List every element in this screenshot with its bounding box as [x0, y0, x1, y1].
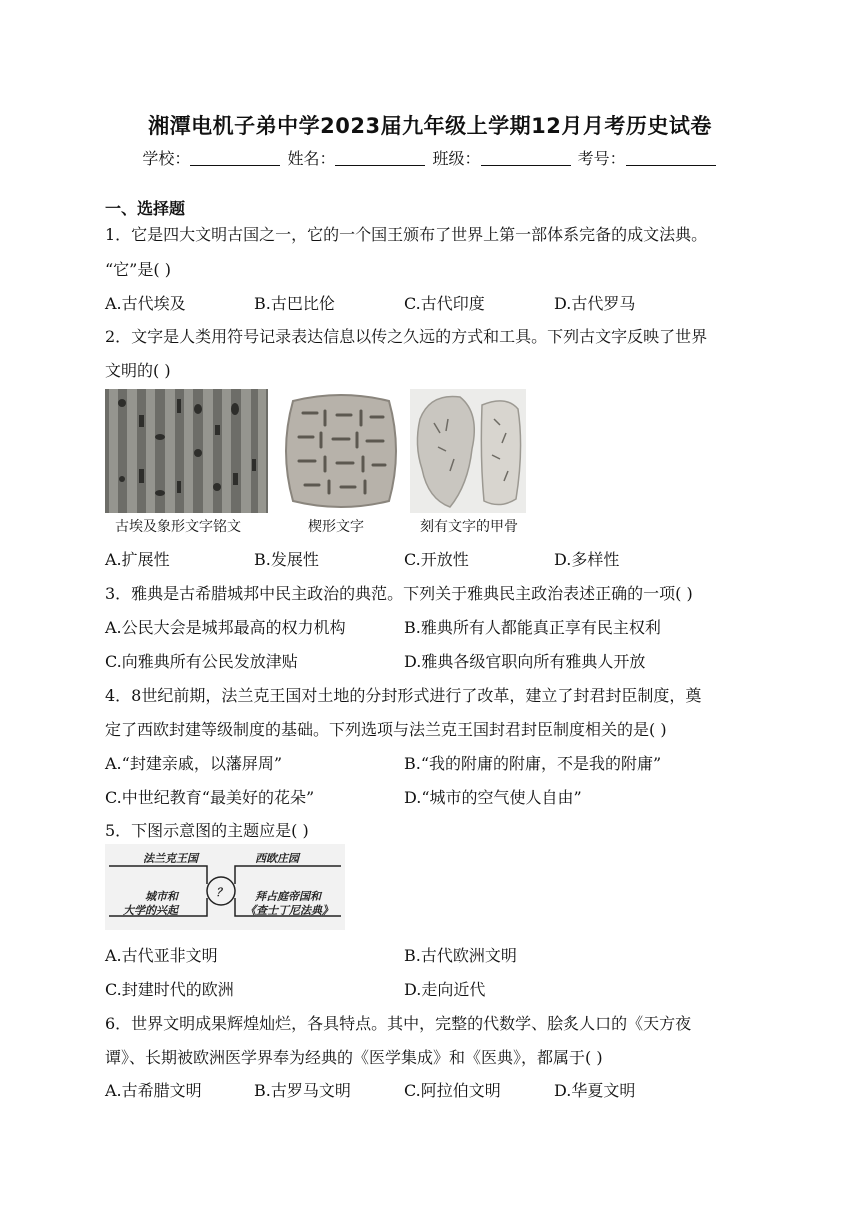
question-1-line-2: “它”是( ) [105, 260, 171, 279]
question-1-option-b: B.古巴比伦 [254, 294, 335, 313]
question-4-option-b: B.“我的附庸的附庸，不是我的附庸” [404, 754, 662, 773]
question-1-option-c: C.古代印度 [404, 294, 485, 313]
question-4-line-1: 4．8世纪前期，法兰克王国对土地的分封形式进行了改革，建立了封君封臣制度，奠 [105, 686, 702, 705]
question-6-line-2: 谭》、长期被欧洲医学界奉为经典的《医学集成》和《医典》，都属于( ) [105, 1048, 603, 1067]
section-title: 一、选择题 [105, 199, 186, 218]
figure-caption-oracle-bone: 刻有文字的甲骨 [420, 519, 518, 535]
question-3-option-b: B.雅典所有人都能真正享有民主权利 [404, 618, 661, 637]
class-blank [481, 151, 571, 166]
name-label: 姓名： [287, 149, 336, 168]
question-3-option-a: A.公民大会是城邦最高的权力机构 [105, 618, 346, 637]
question-4-line-2: 定了西欧封建等级制度的基础。下列选项与法兰克王国封君封臣制度相关的是( ) [105, 720, 667, 739]
hieroglyph-image [105, 389, 268, 513]
diagram-label-bottom-left-2: 大学的兴起 [123, 904, 178, 917]
topic-diagram [105, 844, 345, 930]
figure-caption-cuneiform: 楔形文字 [308, 519, 364, 535]
question-2-option-c: C.开放性 [404, 550, 469, 569]
student-info-row [0, 146, 860, 169]
question-2-option-d: D.多样性 [554, 550, 620, 569]
question-1-option-a: A.古代埃及 [105, 294, 186, 313]
question-6-option-a: A.古希腊文明 [105, 1081, 202, 1100]
diagram-label-top-right: 西欧庄园 [255, 852, 299, 865]
school-label: 学校： [142, 149, 191, 168]
question-2-line-2: 文明的( ) [105, 361, 171, 380]
question-3-option-d: D.雅典各级官职向所有雅典人开放 [404, 652, 646, 671]
school-blank [190, 151, 280, 166]
diagram-label-top-left: 法兰克王国 [143, 852, 198, 865]
exam-no-blank [626, 151, 716, 166]
diagram-center-mark: ？ [216, 886, 227, 899]
question-5-option-b: B.古代欧洲文明 [404, 946, 517, 965]
exam-no-label: 考号： [577, 149, 626, 168]
question-6-option-c: C.阿拉伯文明 [404, 1081, 501, 1100]
question-5-option-a: A.古代亚非文明 [105, 946, 218, 965]
figure-caption-hieroglyph: 古埃及象形文字铭文 [115, 519, 241, 535]
exam-title: 湘潭电机子弟中学2023届九年级上学期12月月考历史试卷 [148, 114, 712, 138]
diagram-label-bottom-left-1: 城市和 [145, 890, 178, 903]
diagram-label-bottom-right-2: 《查士丁尼法典》 [245, 904, 333, 917]
question-1-option-d: D.古代罗马 [554, 294, 636, 313]
question-4-option-d: D.“城市的空气使人自由” [404, 788, 582, 807]
question-3-line-1: 3．雅典是古希腊城邦中民主政治的典范。下列关于雅典民主政治表述正确的一项( ) [105, 584, 693, 603]
cuneiform-tablet-image [279, 389, 403, 513]
question-6-line-1: 6．世界文明成果辉煌灿烂，各具特点。其中，完整的代数学、脍炙人口的《天方夜 [105, 1014, 692, 1033]
question-3-option-c: C.向雅典所有公民发放津贴 [105, 652, 298, 671]
question-6-option-b: B.古罗马文明 [254, 1081, 351, 1100]
question-5-option-d: D.走向近代 [404, 980, 486, 999]
question-2-option-b: B.发展性 [254, 550, 319, 569]
class-label: 班级： [432, 149, 481, 168]
question-1-line-1: 1．它是四大文明古国之一，它的一个国王颁布了世界上第一部体系完备的成文法典。 [105, 225, 708, 244]
oracle-bone-image [410, 389, 526, 513]
question-4-option-c: C.中世纪教育“最美好的花朵” [105, 788, 315, 807]
question-6-option-d: D.华夏文明 [554, 1081, 636, 1100]
question-2-line-1: 2．文字是人类用符号记录表达信息以传之久远的方式和工具。下列古文字反映了世界 [105, 327, 708, 346]
question-4-option-a: A.“封建亲戚，以藩屏周” [105, 754, 283, 773]
question-5-line-1: 5．下图示意图的主题应是( ) [105, 821, 309, 840]
diagram-label-bottom-right-1: 拜占庭帝国和 [255, 890, 321, 903]
question-5-option-c: C.封建时代的欧洲 [105, 980, 234, 999]
name-blank [335, 151, 425, 166]
question-2-option-a: A.扩展性 [105, 550, 170, 569]
